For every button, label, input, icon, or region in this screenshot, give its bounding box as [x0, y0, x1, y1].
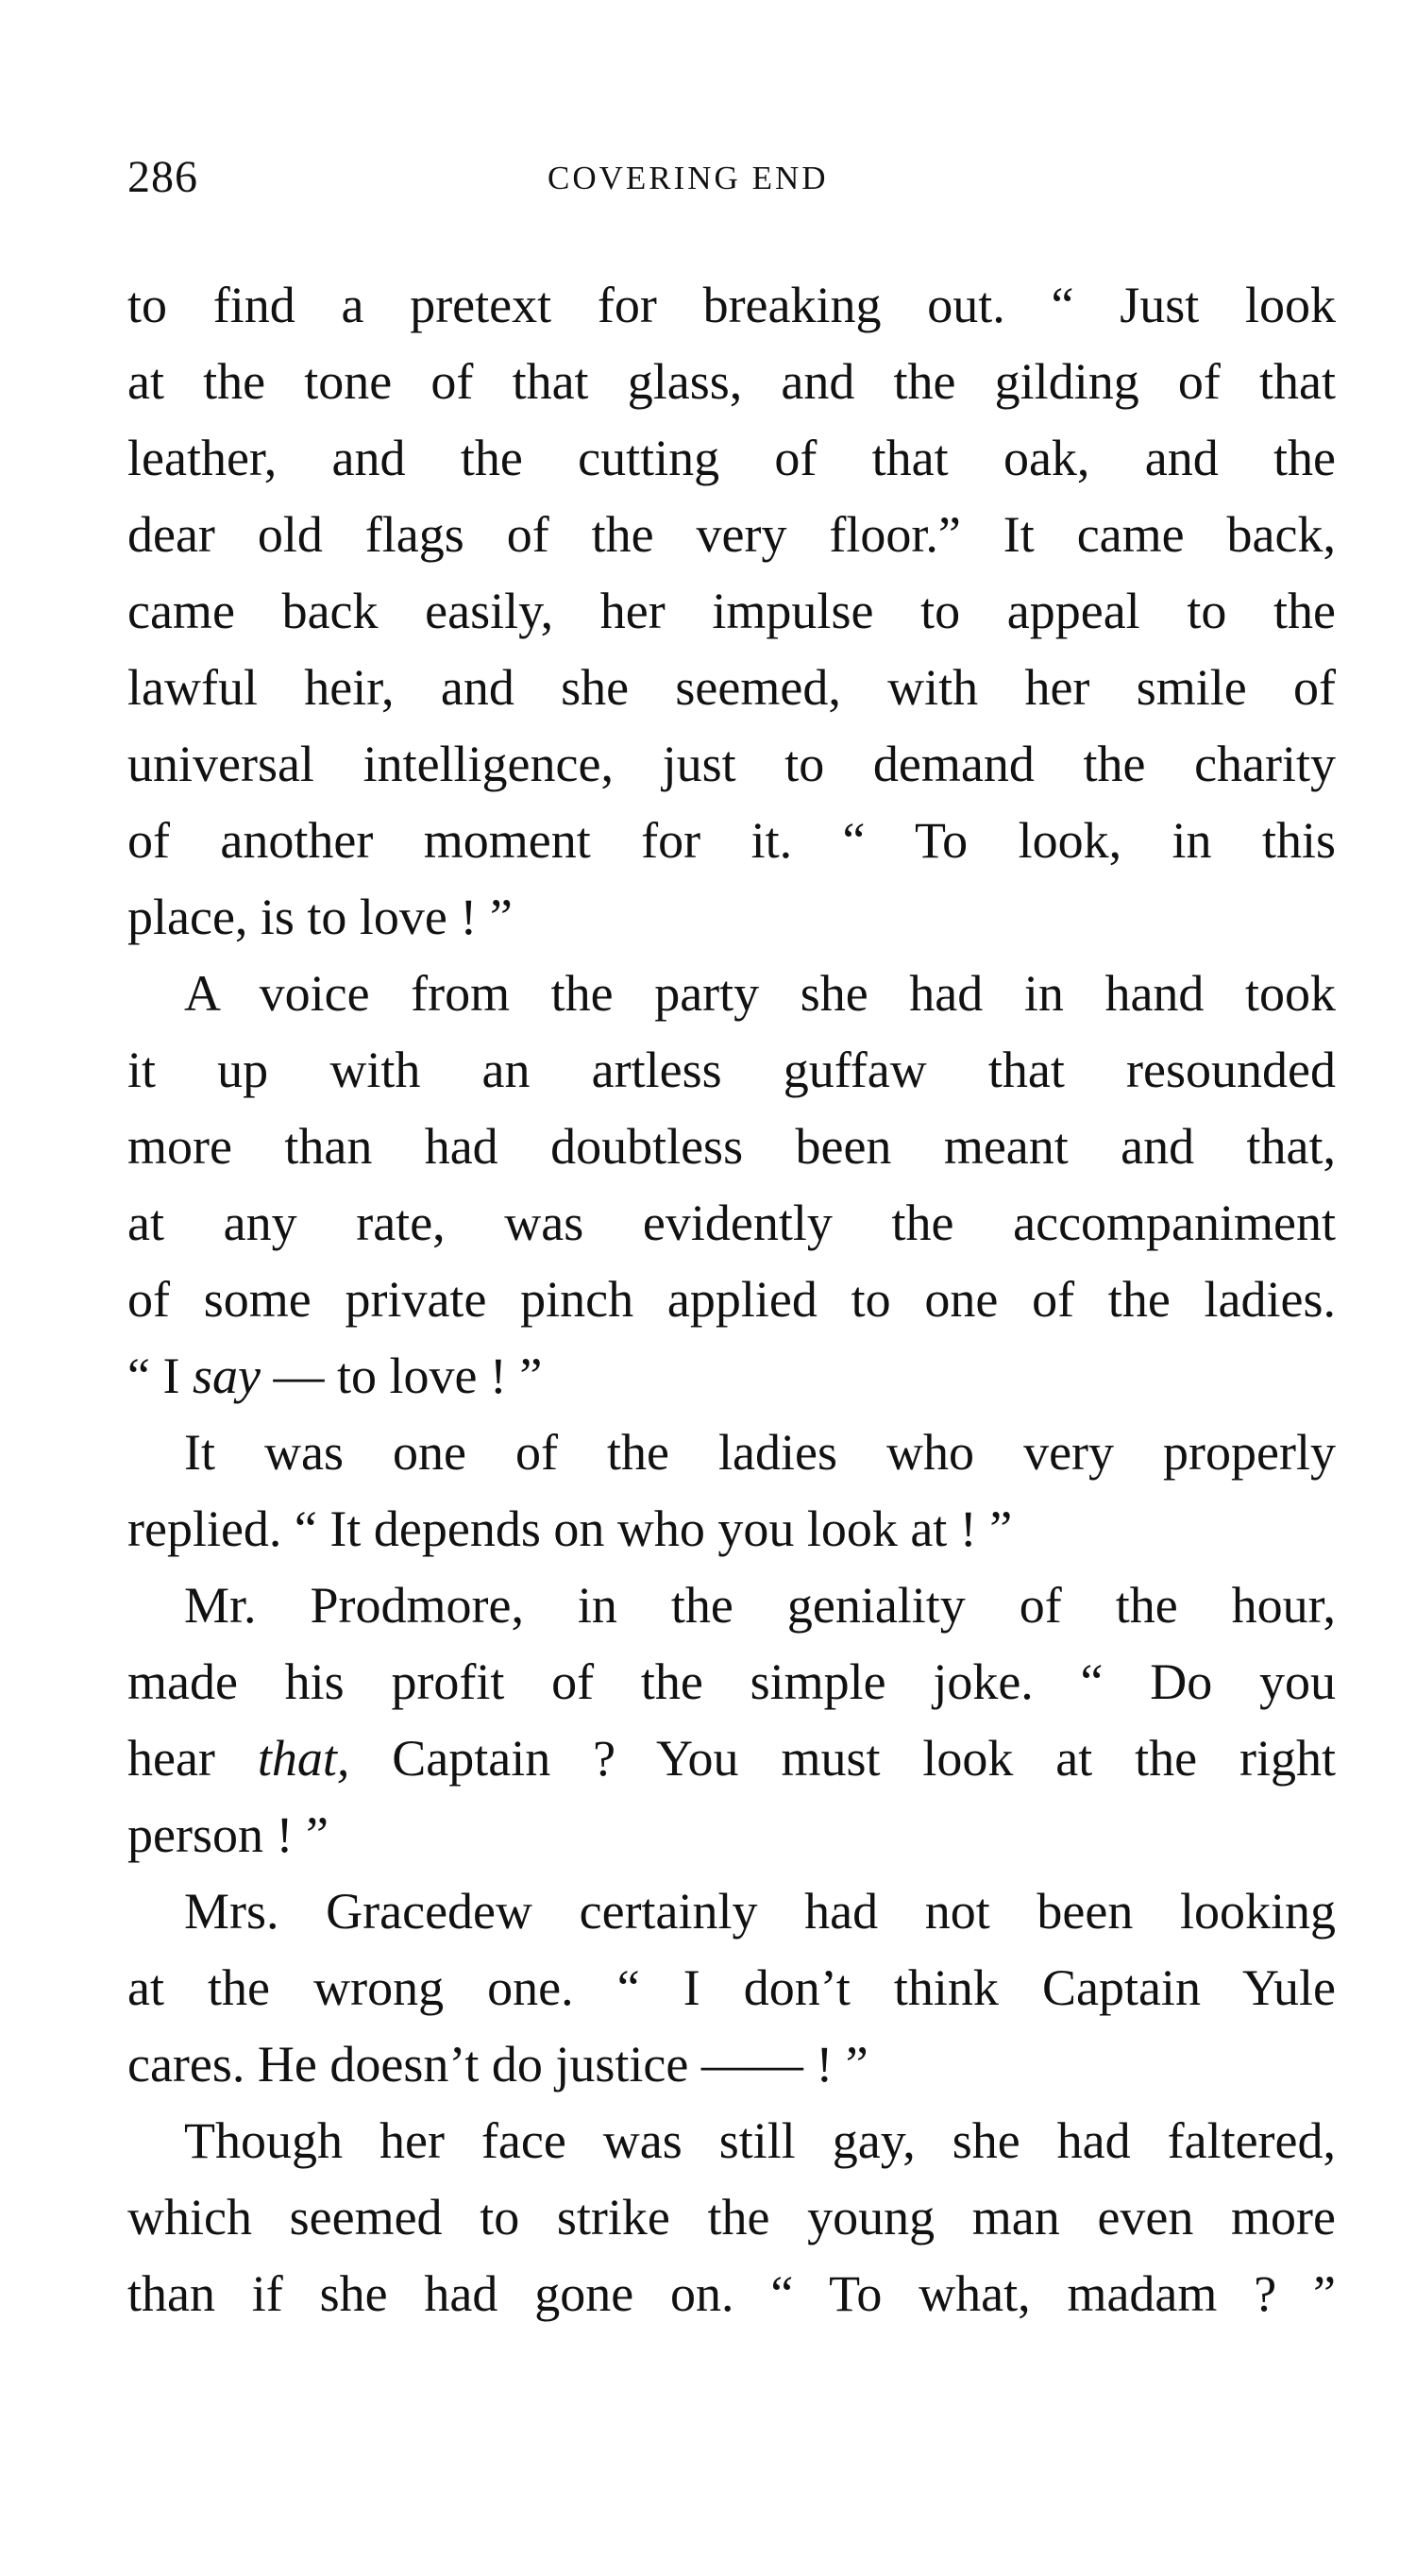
text-line	[127, 1950, 1336, 2026]
italic-text: that,	[257, 1730, 350, 1787]
line-text: at the tone of that glass, and the gilding of that	[127, 353, 1336, 410]
text-line	[127, 267, 1336, 344]
text-line	[127, 1491, 1336, 1568]
line-text: lawful heir, and she seemed, with her smile of	[127, 659, 1336, 716]
line-text: — to love ! ”	[260, 1347, 543, 1404]
line-text: person ! ”	[127, 1806, 329, 1863]
text-line	[127, 879, 1336, 956]
text-line	[127, 1262, 1336, 1338]
line-text: leather, and the cutting of that oak, and the	[127, 430, 1336, 486]
running-head	[127, 149, 1336, 206]
text-line	[127, 803, 1336, 879]
line-text: at the wrong one. “ I don’t think Captain Yule	[127, 1959, 1336, 2016]
text-line	[127, 2103, 1336, 2179]
line-text: Though her face was still gay, she had faltered,	[184, 2112, 1336, 2169]
line-text: which seemed to strike the young man even more	[127, 2189, 1336, 2246]
line-text: it up with an artless guffaw that resounded	[127, 1042, 1336, 1098]
line-text: than if she had gone on. “ To what, madam ? ”	[127, 2265, 1336, 2322]
text-line	[127, 1109, 1336, 1185]
text-line	[127, 650, 1336, 726]
line-text: Mrs. Gracedew certainly had not been looking	[184, 1883, 1336, 1940]
text-line	[127, 1644, 1336, 1720]
body-text	[127, 267, 1336, 2332]
text-line	[127, 1720, 1336, 1797]
text-line	[127, 2256, 1336, 2332]
line-text: to find a pretext for breaking out. “ Just look	[127, 277, 1336, 333]
text-line	[127, 573, 1336, 650]
line-text: “ I	[127, 1347, 193, 1404]
running-title: COVERING END	[548, 160, 829, 196]
text-line	[127, 497, 1336, 573]
text-line	[127, 1185, 1336, 1262]
text-line	[127, 2179, 1336, 2256]
text-line	[127, 1338, 1336, 1415]
text-line	[127, 2026, 1336, 2103]
text-line	[127, 1415, 1336, 1491]
text-line	[127, 420, 1336, 497]
line-text: replied. “ It depends on who you look at ! ”	[127, 1500, 1013, 1557]
page-number: 286	[127, 152, 198, 202]
text-line	[127, 344, 1336, 420]
line-text: of some private pinch applied to one of the ladies.	[127, 1271, 1336, 1328]
line-text: cares. He doesn’t do justice —— ! ”	[127, 2036, 868, 2093]
line-text: came back easily, her impulse to appeal to the	[127, 583, 1336, 639]
line-text: made his profit of the simple joke. “ Do you	[127, 1653, 1336, 1710]
line-text: Captain ? You must look at the right	[349, 1730, 1337, 1787]
line-text: more than had doubtless been meant and that,	[127, 1118, 1336, 1175]
line-text: at any rate, was evidently the accompaniment	[127, 1195, 1336, 1251]
line-text: dear old flags of the very floor.” It came back,	[127, 506, 1336, 563]
text-line	[127, 1568, 1336, 1644]
line-text: Mr. Prodmore, in the geniality of the hour,	[184, 1577, 1336, 1634]
text-line	[127, 1032, 1336, 1109]
line-text: of another moment for it. “ To look, in this	[127, 812, 1336, 869]
italic-text: say	[192, 1347, 261, 1404]
text-line	[127, 1797, 1336, 1873]
line-text: It was one of the ladies who very properly	[184, 1424, 1336, 1481]
line-text: A voice from the party she had in hand took	[184, 965, 1336, 1022]
text-line	[127, 956, 1336, 1032]
text-line	[127, 726, 1336, 803]
text-line	[127, 1873, 1336, 1950]
line-text: hear	[127, 1730, 258, 1787]
line-text: place, is to love ! ”	[127, 889, 513, 945]
line-text: universal intelligence, just to demand the charity	[127, 736, 1336, 792]
